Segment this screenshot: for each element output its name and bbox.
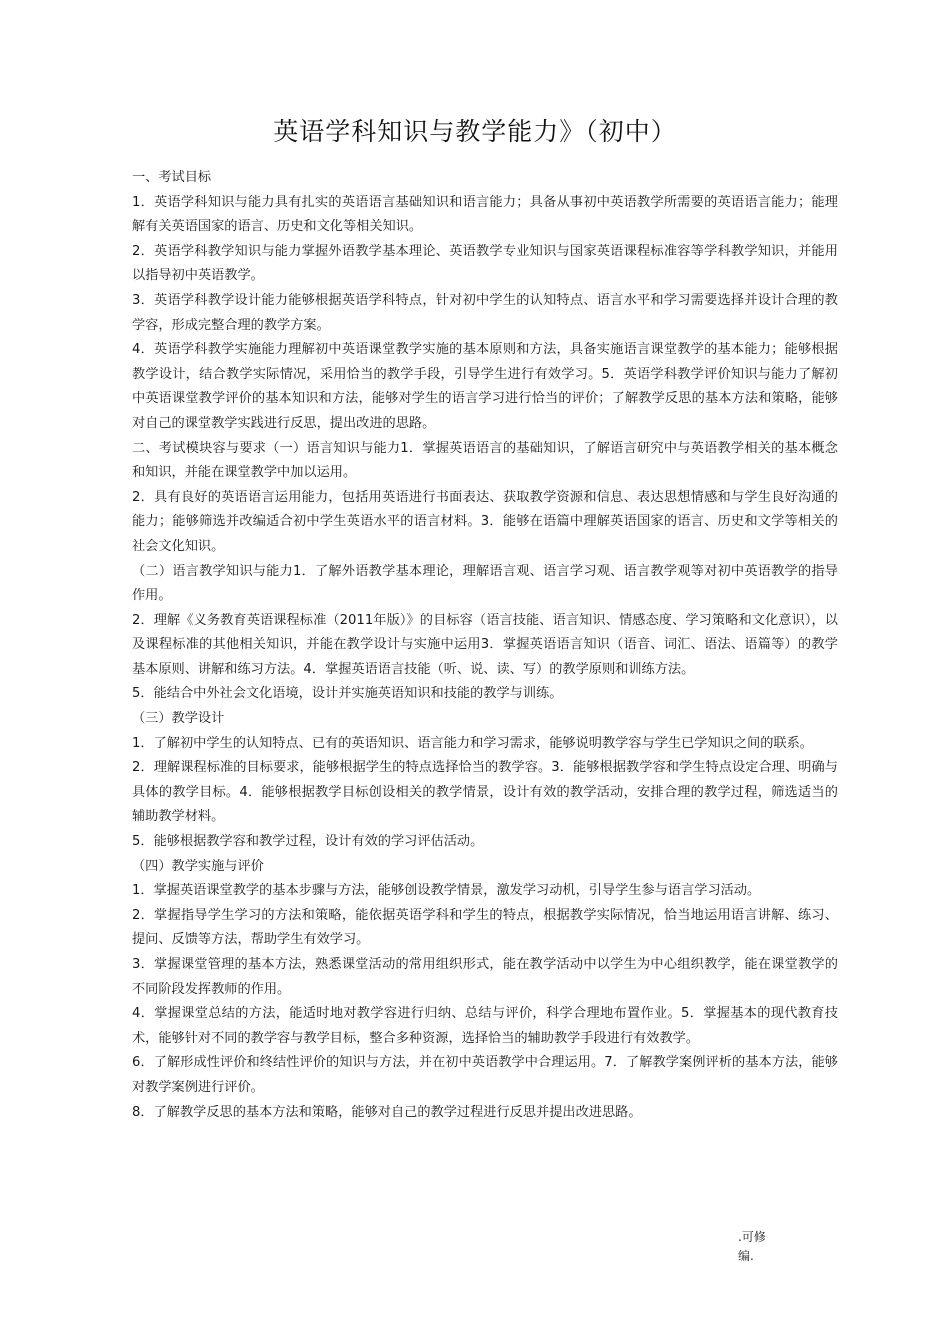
section-heading-implementation-evaluation: （四）教学实施与评价 <box>132 858 264 874</box>
footer-note: .可修编. <box>738 1230 766 1263</box>
paragraph: 2．理解《义务教育英语课程标准（2011年版）》的目标容（语言技能、语言知识、情感态度、学习策略和文化意识），以及课程标准的其他相关知识，并能在教学设计与实施中运用3．掌握英语语言知识（语音、词汇、语法、语篇等）的教学基本原则、讲解和练习方法。4．掌握英语语言技能（听、说、读、写）的教学原则和训练方法。 <box>132 612 838 677</box>
section-heading-exam-goals: 一、考试目标 <box>132 170 212 185</box>
paragraph: 2．具有良好的英语语言运用能力，包括用英语进行书面表达、获取教学资源和信息、表达思想情感和与学生良好沟通的能力；能够筛选并改编适合初中学生英语水平的语言材料。3．能够在语篇中理解英语国家的语言、历史和文学等相关的社会文化知识。 <box>132 489 838 554</box>
paragraph: 1．英语学科知识与能力具有扎实的英语语言基础知识和语言能力；具备从事初中英语教学所需要的英语语言能力；能理解有关英语国家的语言、历史和文化等相关知识。 <box>132 194 838 235</box>
paragraph: 1．掌握英语课堂教学的基本步骤与方法，能够创设教学情景，激发学习动机，引导学生参与语言学习活动。 <box>132 883 761 899</box>
paragraph: 二、考试模块容与要求（一）语言知识与能力1．掌握英语语言的基础知识，了解语言研究中与英语教学相关的基本概念和知识，并能在课堂教学中加以运用。 <box>132 440 838 481</box>
document-body <box>132 166 838 1125</box>
paragraph: 5．能够根据教学容和教学过程，设计有效的学习评估活动。 <box>132 834 484 850</box>
paragraph: 3．掌握课堂管理的基本方法，熟悉课堂活动的常用组织形式，能在教学活动中以学生为中心组织教学，能在课堂教学的不同阶段发挥教师的作用。 <box>132 957 838 997</box>
paragraph: 6．了解形成性评价和终结性评价的知识与方法，并在初中英语教学中合理运用。7．了解教学案例评析的基本方法，能够对教学案例进行评价。 <box>132 1055 838 1095</box>
paragraph: 5．能结合中外社会文化语境，设计并实施英语知识和技能的教学与训练。 <box>132 686 563 702</box>
paragraph: 3．英语学科教学设计能力能够根据英语学科特点，针对初中学生的认知特点、语言水平和学习需要选择并设计合理的教学容，形成完整合理的教学方案。 <box>132 292 838 333</box>
paragraph: 1．了解初中学生的认知特点、已有的英语知识、语言能力和学习需求，能够说明教学容与学生已学知识之间的联系。 <box>132 735 813 751</box>
paragraph: 2．掌握指导学生学习的方法和策略，能依据英语学科和学生的特点，根据教学实际情况，恰当地运用语言讲解、练习、提问、反馈等方法，帮助学生有效学习。 <box>132 907 838 948</box>
paragraph: 2．英语学科教学知识与能力掌握外语教学基本理论、英语教学专业知识与国家英语课程标准容等学科教学知识，并能用以指导初中英语教学。 <box>132 243 838 284</box>
paragraph: 2．理解课程标准的目标要求，能够根据学生的特点选择恰当的教学容。3．能够根据教学容和学生特点设定合理、明确与具体的教学目标。4．能够根据教学目标创设相关的教学情景，设计有效的教学活动，安排合理的教学过程，筛选适当的辅助教学材料。 <box>132 760 838 825</box>
paragraph: 4．掌握课堂总结的方法，能适时地对教学容进行归纳、总结与评价，科学合理地布置作业。5．掌握基本的现代教育技术，能够针对不同的教学容与教学目标，整合多种资源，选择恰当的辅助教学手段进行有效教学。 <box>132 1006 838 1046</box>
document-title: 英语学科知识与教学能力》（初中） <box>273 117 677 146</box>
paragraph: 8．了解教学反思的基本方法和策略，能够对自己的教学过程进行反思并提出改进思路。 <box>132 1104 642 1120</box>
paragraph: 4．英语学科教学实施能力理解初中英语课堂教学实施的基本原则和方法，具备实施语言课堂教学的基本能力；能够根据教学设计，结合教学实际情况，采用恰当的教学手段，引导学生进行有效学习。5．英语学科教学评价知识与能力了解初中英语课堂教学评价的基本知识和方法，能够对学生的语言学习进行恰当的评价；了解教学反思的基本方法和策略，能够对自己的课堂教学实践进行反思，提出改进的思路。 <box>132 342 838 431</box>
paragraph: （二）语言教学知识与能力1．了解外语教学基本理论，理解语言观、语言学习观、语言教学观等对初中英语教学的指导作用。 <box>132 563 838 604</box>
section-heading-teaching-design: （三）教学设计 <box>132 711 225 727</box>
